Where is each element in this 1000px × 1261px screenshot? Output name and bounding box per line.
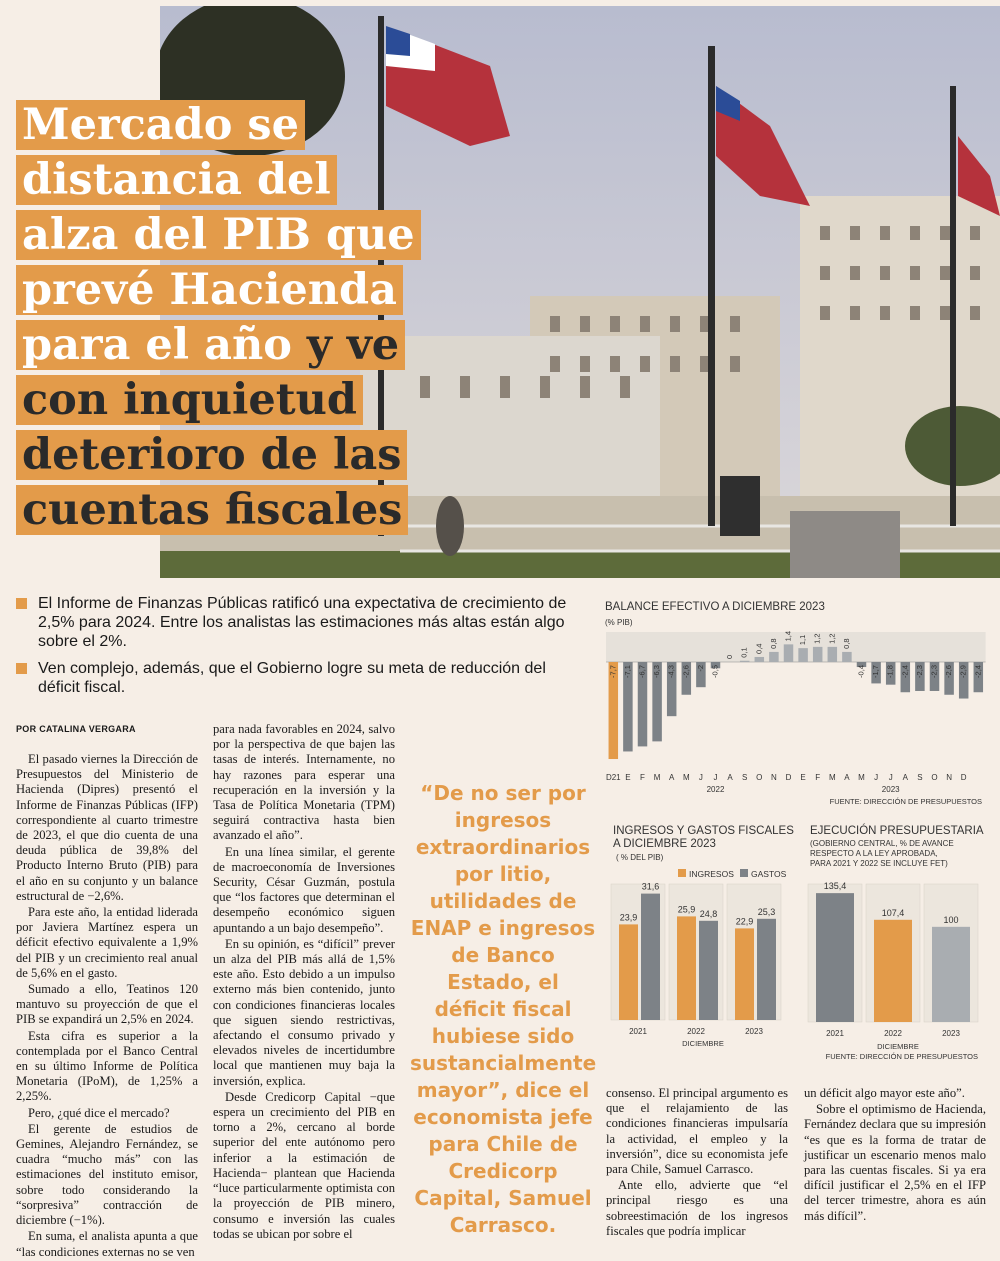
tick-label: A xyxy=(844,773,850,782)
data-label: 107,4 xyxy=(881,907,905,918)
tick-label: D xyxy=(785,773,792,782)
tick-label: 2021 xyxy=(629,1027,647,1036)
tick-label: J xyxy=(713,773,718,782)
tick-label: A xyxy=(669,773,675,782)
tick-label: O xyxy=(931,773,938,782)
data-label: 0,1 xyxy=(739,647,749,658)
chart-title: BALANCE EFECTIVO A DICIEMBRE 2023 xyxy=(605,601,825,613)
bar xyxy=(874,920,912,1022)
balance-chart xyxy=(600,596,992,810)
legend-label: INGRESOS xyxy=(689,869,734,879)
balance-bar xyxy=(813,647,823,662)
year-label: 2022 xyxy=(706,785,725,794)
headline-line: Mercado se xyxy=(16,100,305,150)
tick-label: A xyxy=(902,773,908,782)
paragraph: El gerente de estudios de Gemines, Alejandro Fernández, se cuadra “mucho más” con las estimaciones del instituto emisor, sobre todo considerando la “sorpresiva” contracción de diciembre (−1%). xyxy=(16,1121,198,1228)
headline xyxy=(16,100,415,540)
data-label: 0,8 xyxy=(768,638,778,649)
data-label: 23,9 xyxy=(619,912,638,923)
bullet-square-icon xyxy=(16,663,27,674)
data-label: 0,4 xyxy=(754,643,764,654)
tick-label: E xyxy=(625,773,631,782)
tick-label: F xyxy=(815,773,821,782)
article-column-4 xyxy=(804,1086,986,1225)
bar xyxy=(757,919,776,1020)
balance-bar xyxy=(828,647,838,662)
data-label: -1,7 xyxy=(871,665,881,678)
legend-swatch xyxy=(740,869,748,877)
chart-title: INGRESOS Y GASTOS FISCALES A DICIEMBRE 2023 xyxy=(613,825,794,850)
tick-label: J xyxy=(698,773,703,782)
tick-label: O xyxy=(756,773,763,782)
tick-label: A xyxy=(727,773,733,782)
data-label: 1,1 xyxy=(798,634,808,646)
article-column-3 xyxy=(606,1086,788,1240)
paragraph: consenso. El principal argumento es que el relajamiento de las condiciones financieras impulsaría la actividad, el empleo y la inversión”, dice su economista jefe para Chile, Samuel Carrasco. xyxy=(606,1086,788,1177)
paragraph: un déficit algo mayor este año”. xyxy=(804,1086,965,1100)
data-label: -2,6 xyxy=(681,665,691,678)
chart-xlabel: DICIEMBRE xyxy=(877,1042,919,1051)
tick-label: S xyxy=(742,773,748,782)
tick-label: M xyxy=(828,773,836,782)
tick-label: S xyxy=(917,773,923,782)
balance-bar xyxy=(740,661,750,662)
bullet-square-icon xyxy=(16,598,27,609)
byline: POR CATALINA VERGARA xyxy=(16,724,136,734)
chart-xlabel: DICIEMBRE xyxy=(682,1039,724,1048)
data-label: -2 xyxy=(695,665,705,672)
chart-subtitle-line: RESPECTO A LA LEY APROBADA, xyxy=(810,849,938,858)
data-label: -7,1 xyxy=(622,665,632,678)
summary-bullet: El Informe de Finanzas Públicas ratificó una expectativa de crecimiento de 2,5% para 2024. Entre los analistas las estimaciones más altas están algo sobre el 2%. xyxy=(16,594,590,651)
paragraph: Para este año, la entidad liderada por Javiera Martínez espera un déficit efectivo equivalente a 1,9% del PIB y un crecimiento real anual de 5,6% en el gasto. xyxy=(16,905,198,980)
tick-label: 2023 xyxy=(745,1027,763,1036)
balance-bar xyxy=(798,648,808,662)
legend-swatch xyxy=(678,869,686,877)
ejecucion-presupuestaria-chart xyxy=(806,822,992,1062)
data-label: 31,6 xyxy=(641,881,660,892)
data-label: 24,8 xyxy=(699,908,718,919)
bar xyxy=(677,916,696,1020)
headline-line: deterioro de las xyxy=(16,430,407,480)
bar xyxy=(816,893,854,1022)
data-label: -2,6 xyxy=(944,665,954,678)
chart-source: FUENTE: DIRECCIÓN DE PRESUPUESTOS xyxy=(829,797,982,806)
ingresos-gastos-chart xyxy=(608,822,798,1052)
bar xyxy=(735,928,754,1020)
headline-line: alza del PIB que xyxy=(16,210,421,260)
paragraph: para nada favorables en 2024, salvo por la perspectiva de que bajen las tasas de interés. Internamente, no hay razones para esperar una recuperación en la inversión y la Tasa de Política Monetaria (TPM) seguirá contractiva hasta bien avanzado el año”. xyxy=(213,722,395,843)
data-label: -1,8 xyxy=(885,665,895,678)
tick-label: N xyxy=(771,773,777,782)
chart-subtitle-line: (GOBIERNO CENTRAL, % DE AVANCE xyxy=(810,839,954,848)
data-label: 1,2 xyxy=(827,633,837,644)
tick-label: 2022 xyxy=(687,1027,705,1036)
paragraph: En suma, el analista apunta a que “las condiciones externas no se ven xyxy=(16,1229,198,1259)
data-label: 25,3 xyxy=(757,906,776,917)
paragraph: El pasado viernes la Dirección de Presupuestos del Ministerio de Hacienda (Dipres) presentó el Informe de Finanzas Públicas (IFP) correspondiente al cuarto trimestre de 2023, el que dio cuenta de una deuda pública de 39,8% del Producto Interno Bruto (PIB) para el año en su conjunto y un balance estructural de −2,6%. xyxy=(16,752,198,903)
chart-positive-band xyxy=(606,632,986,662)
tick-label: M xyxy=(682,773,690,782)
data-label: 0,8 xyxy=(841,638,851,649)
tick-label: D21 xyxy=(605,773,621,782)
summary-bullet: Ven complejo, además, que el Gobierno logre su meta de reducción del déficit fiscal. xyxy=(16,659,590,697)
chart-subtitle xyxy=(810,839,954,868)
data-label: 22,9 xyxy=(735,916,754,927)
paragraph: Pero, ¿qué dice el mercado? xyxy=(28,1105,170,1120)
data-label: -4,3 xyxy=(666,665,676,678)
chart-title-line2: A DICIEMBRE 2023 xyxy=(613,838,716,850)
balance-bar xyxy=(769,652,779,662)
data-label: -0,5 xyxy=(710,665,720,678)
headline-line: cuentas fiscales xyxy=(16,485,408,535)
tick-label: E xyxy=(800,773,806,782)
article-column-1 xyxy=(16,752,198,1261)
data-label: -2,3 xyxy=(929,665,939,678)
paragraph: Esta cifra es superior a la contemplada por el Banco Central en su último Informe de Política Monetaria (IPoM), de 1,25% a 2,25%. xyxy=(16,1028,198,1104)
data-label: -6,7 xyxy=(637,665,647,678)
tick-label: M xyxy=(653,773,661,782)
chart-subtitle-line: PARA 2021 Y 2022 SE INCLUYE FET) xyxy=(810,859,948,868)
bar xyxy=(641,894,660,1020)
headline-line: distancia del xyxy=(16,155,337,205)
data-label: 135,4 xyxy=(823,881,847,892)
year-label: 2023 xyxy=(881,785,900,794)
data-label: 100 xyxy=(943,914,959,925)
chart-title: EJECUCIÓN PRESUPUESTARIA xyxy=(810,825,984,837)
chart-subtitle: (% PIB) xyxy=(605,618,633,627)
paragraph: Ante ello, advierte que “el principal riesgo es una sobreestimación de los ingresos fiscales que podría implicar xyxy=(606,1178,788,1238)
paragraph: Sobre el optimismo de Hacienda, Fernández declara que su impresión “es que es la forma de tratar de justificar un escenario menos malo para las cuentas fiscales. Si ya era difícil justificar el 2,5% en el IFP del tercer trimestre, ahora es aún más difícil”. xyxy=(804,1102,986,1223)
tick-label: 2022 xyxy=(884,1029,902,1038)
tick-label: J xyxy=(874,773,879,782)
tick-label: F xyxy=(640,773,645,782)
tick-label: M xyxy=(858,773,865,782)
data-label: -7,7 xyxy=(608,665,618,678)
paragraph: En una línea similar, el gerente de macroeconomía de Inversiones Security, César Guzmán, postula que “los factores que determinan el desempeño económico siguen apuntando a un bajo desempeño”. xyxy=(213,844,395,935)
paragraph: Sumado a ello, Teatinos 120 mantuvo su proyección de que el PIB se expandirá un 2,5% en 2024. xyxy=(16,982,198,1027)
headline-line: prevé Hacienda xyxy=(16,265,403,315)
article-column-2 xyxy=(213,722,395,1243)
data-label: 25,9 xyxy=(677,904,696,915)
balance-bar xyxy=(784,644,794,662)
tick-label: 2023 xyxy=(942,1029,960,1038)
data-label: -0,4 xyxy=(856,665,866,678)
data-label: 1,2 xyxy=(812,633,822,644)
bar xyxy=(619,924,638,1020)
balance-bar xyxy=(755,657,765,662)
tick-label: 2021 xyxy=(826,1029,844,1038)
legend-label: GASTOS xyxy=(751,869,787,879)
data-label: -6,3 xyxy=(652,665,662,678)
data-label: 1,4 xyxy=(783,630,793,642)
headline-line: con inquietud xyxy=(16,375,363,425)
pull-quote: “De no ser por ingresos extraordinarios por litio, utilidades de ENAP e ingresos de Banco Estado, el déficit fiscal hubiese sido sustancialmente mayor”, dice el economista jefe para Chile de Credicorp Capital, Samuel Carrasco. xyxy=(410,781,597,1237)
data-label: 0 xyxy=(725,654,735,659)
data-label: -2,4 xyxy=(973,665,983,678)
headline-line: para el año y ve xyxy=(16,320,405,370)
data-label: -2,4 xyxy=(900,665,910,678)
data-label: -2,3 xyxy=(914,665,924,678)
paragraph: Desde Credicorp Capital −que espera un crecimiento del PIB en torno a 2%, cercano al borde superior del ente autónomo pero inferior a la estimación de Hacienda− plantean que Hacienda “luce particularmente optimista con la proyección de PIB minero, consumo e inversión las cuales todas se ubican por sobre el xyxy=(213,1089,395,1241)
summary-bullets xyxy=(16,594,590,705)
bar xyxy=(932,927,970,1022)
data-label: -2,9 xyxy=(958,665,968,678)
tick-label: D xyxy=(960,773,967,782)
chart-subtitle: ( % DEL PIB) xyxy=(616,853,664,862)
tick-label: N xyxy=(946,773,952,782)
tick-label: J xyxy=(888,773,893,782)
paragraph: En su opinión, es “difícil” prever un alza del PIB más allá de 1,5% este año. Esto debido a un impulso externo más bien contenido, junto con condiciones financieras locales que siguen siendo restrictivas, afectando el consumo privado y elevados niveles de incertidumbre local que mantienen muy baja la inversión, explica. xyxy=(213,936,395,1088)
bar xyxy=(699,921,718,1020)
balance-bar xyxy=(842,652,852,662)
chart-source: FUENTE: DIRECCIÓN DE PRESUPUESTOS xyxy=(825,1052,978,1061)
